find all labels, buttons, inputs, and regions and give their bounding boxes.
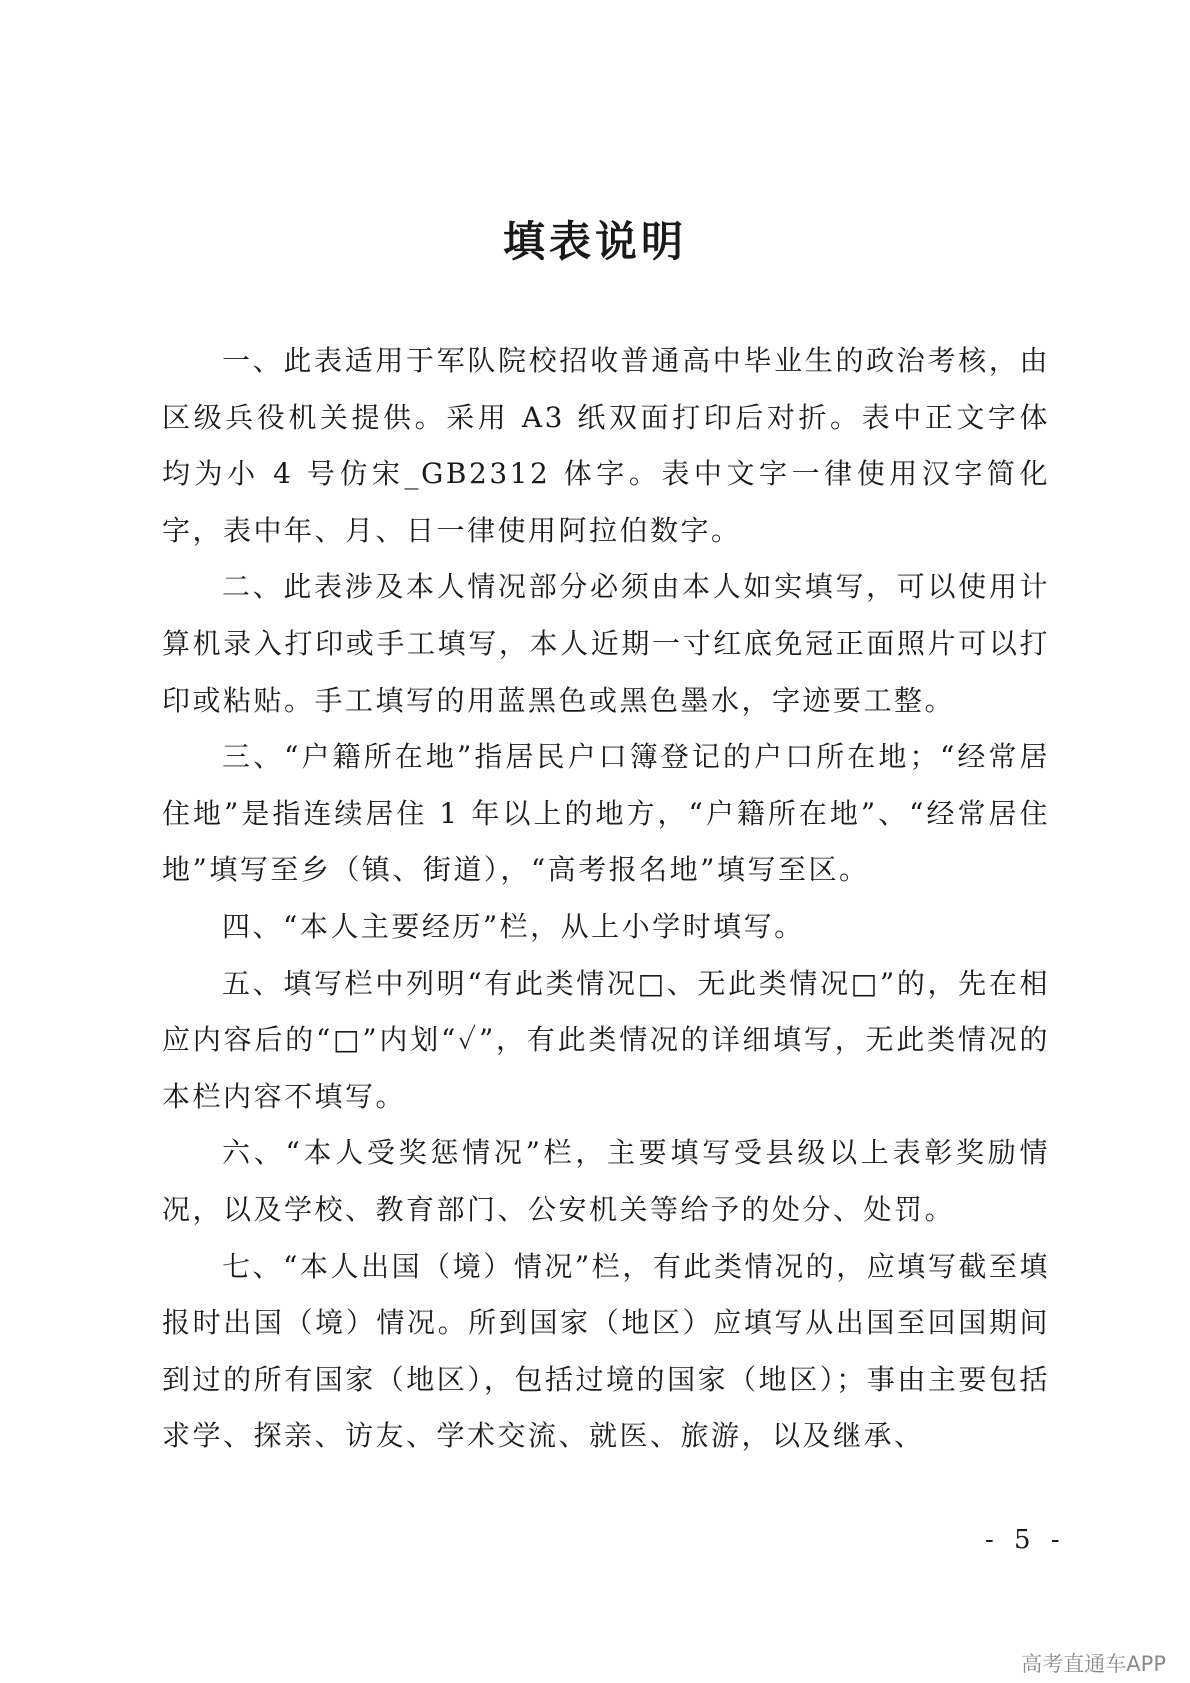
instructions-body — [162, 333, 1050, 1465]
paragraph-6: 六、“本人受奖惩情况”栏，主要填写受县级以上表彰奖励情况，以及学校、教育部门、公安机关等给予的处分、处罚。 — [162, 1136, 1050, 1226]
paragraph-3: 三、“户籍所在地”指居民户口簿登记的户口所在地；“经常居住地”是指连续居住 1 年以上的地方，“户籍所在地”、“经常居住地”填写至乡（镇、街道），“高考报名地”填写至区。 — [162, 740, 1050, 887]
paragraph-7: 七、“本人出国（境）情况”栏，有此类情况的，应填写截至填报时出国（境）情况。所到国家（地区）应填写从出国至回国期间到过的所有国家（地区），包括过境的国家（地区）；事由主要包括求学、探亲、访友、学术交流、就医、旅游，以及继承、 — [162, 1249, 1050, 1453]
page-title: 填表说明 — [502, 217, 687, 266]
watermark: 高考直通车APP — [1021, 1652, 1166, 1676]
paragraph-1: 一、此表适用于军队院校招收普通高中毕业生的政治考核，由区级兵役机关提供。采用 A3 纸双面打印后对折。表中正文字体均为小 4 号仿宋_GB2312 体字。表中文字一律使用汉字简化字，表中年、月、日一律使用阿拉伯数字。 — [162, 344, 1050, 547]
paragraph-5: 五、填写栏中列明“有此类情况□、无此类情况□”的，先在相应内容后的“□”内划“✓”，有此类情况的详细填写，无此类情况的本栏内容不填写。 — [162, 966, 1050, 1113]
paragraph-2: 二、此表涉及本人情况部分必须由本人如实填写，可以使用计算机录入打印或手工填写，本人近期一寸红底免冠正面照片可以打印或粘贴。手工填写的用蓝黑色或黑色墨水，字迹要工整。 — [162, 570, 1050, 717]
paragraph-4: 四、“本人主要经历”栏，从上小学时填写。 — [222, 909, 805, 943]
page-number: - 5 - — [985, 1525, 1066, 1555]
